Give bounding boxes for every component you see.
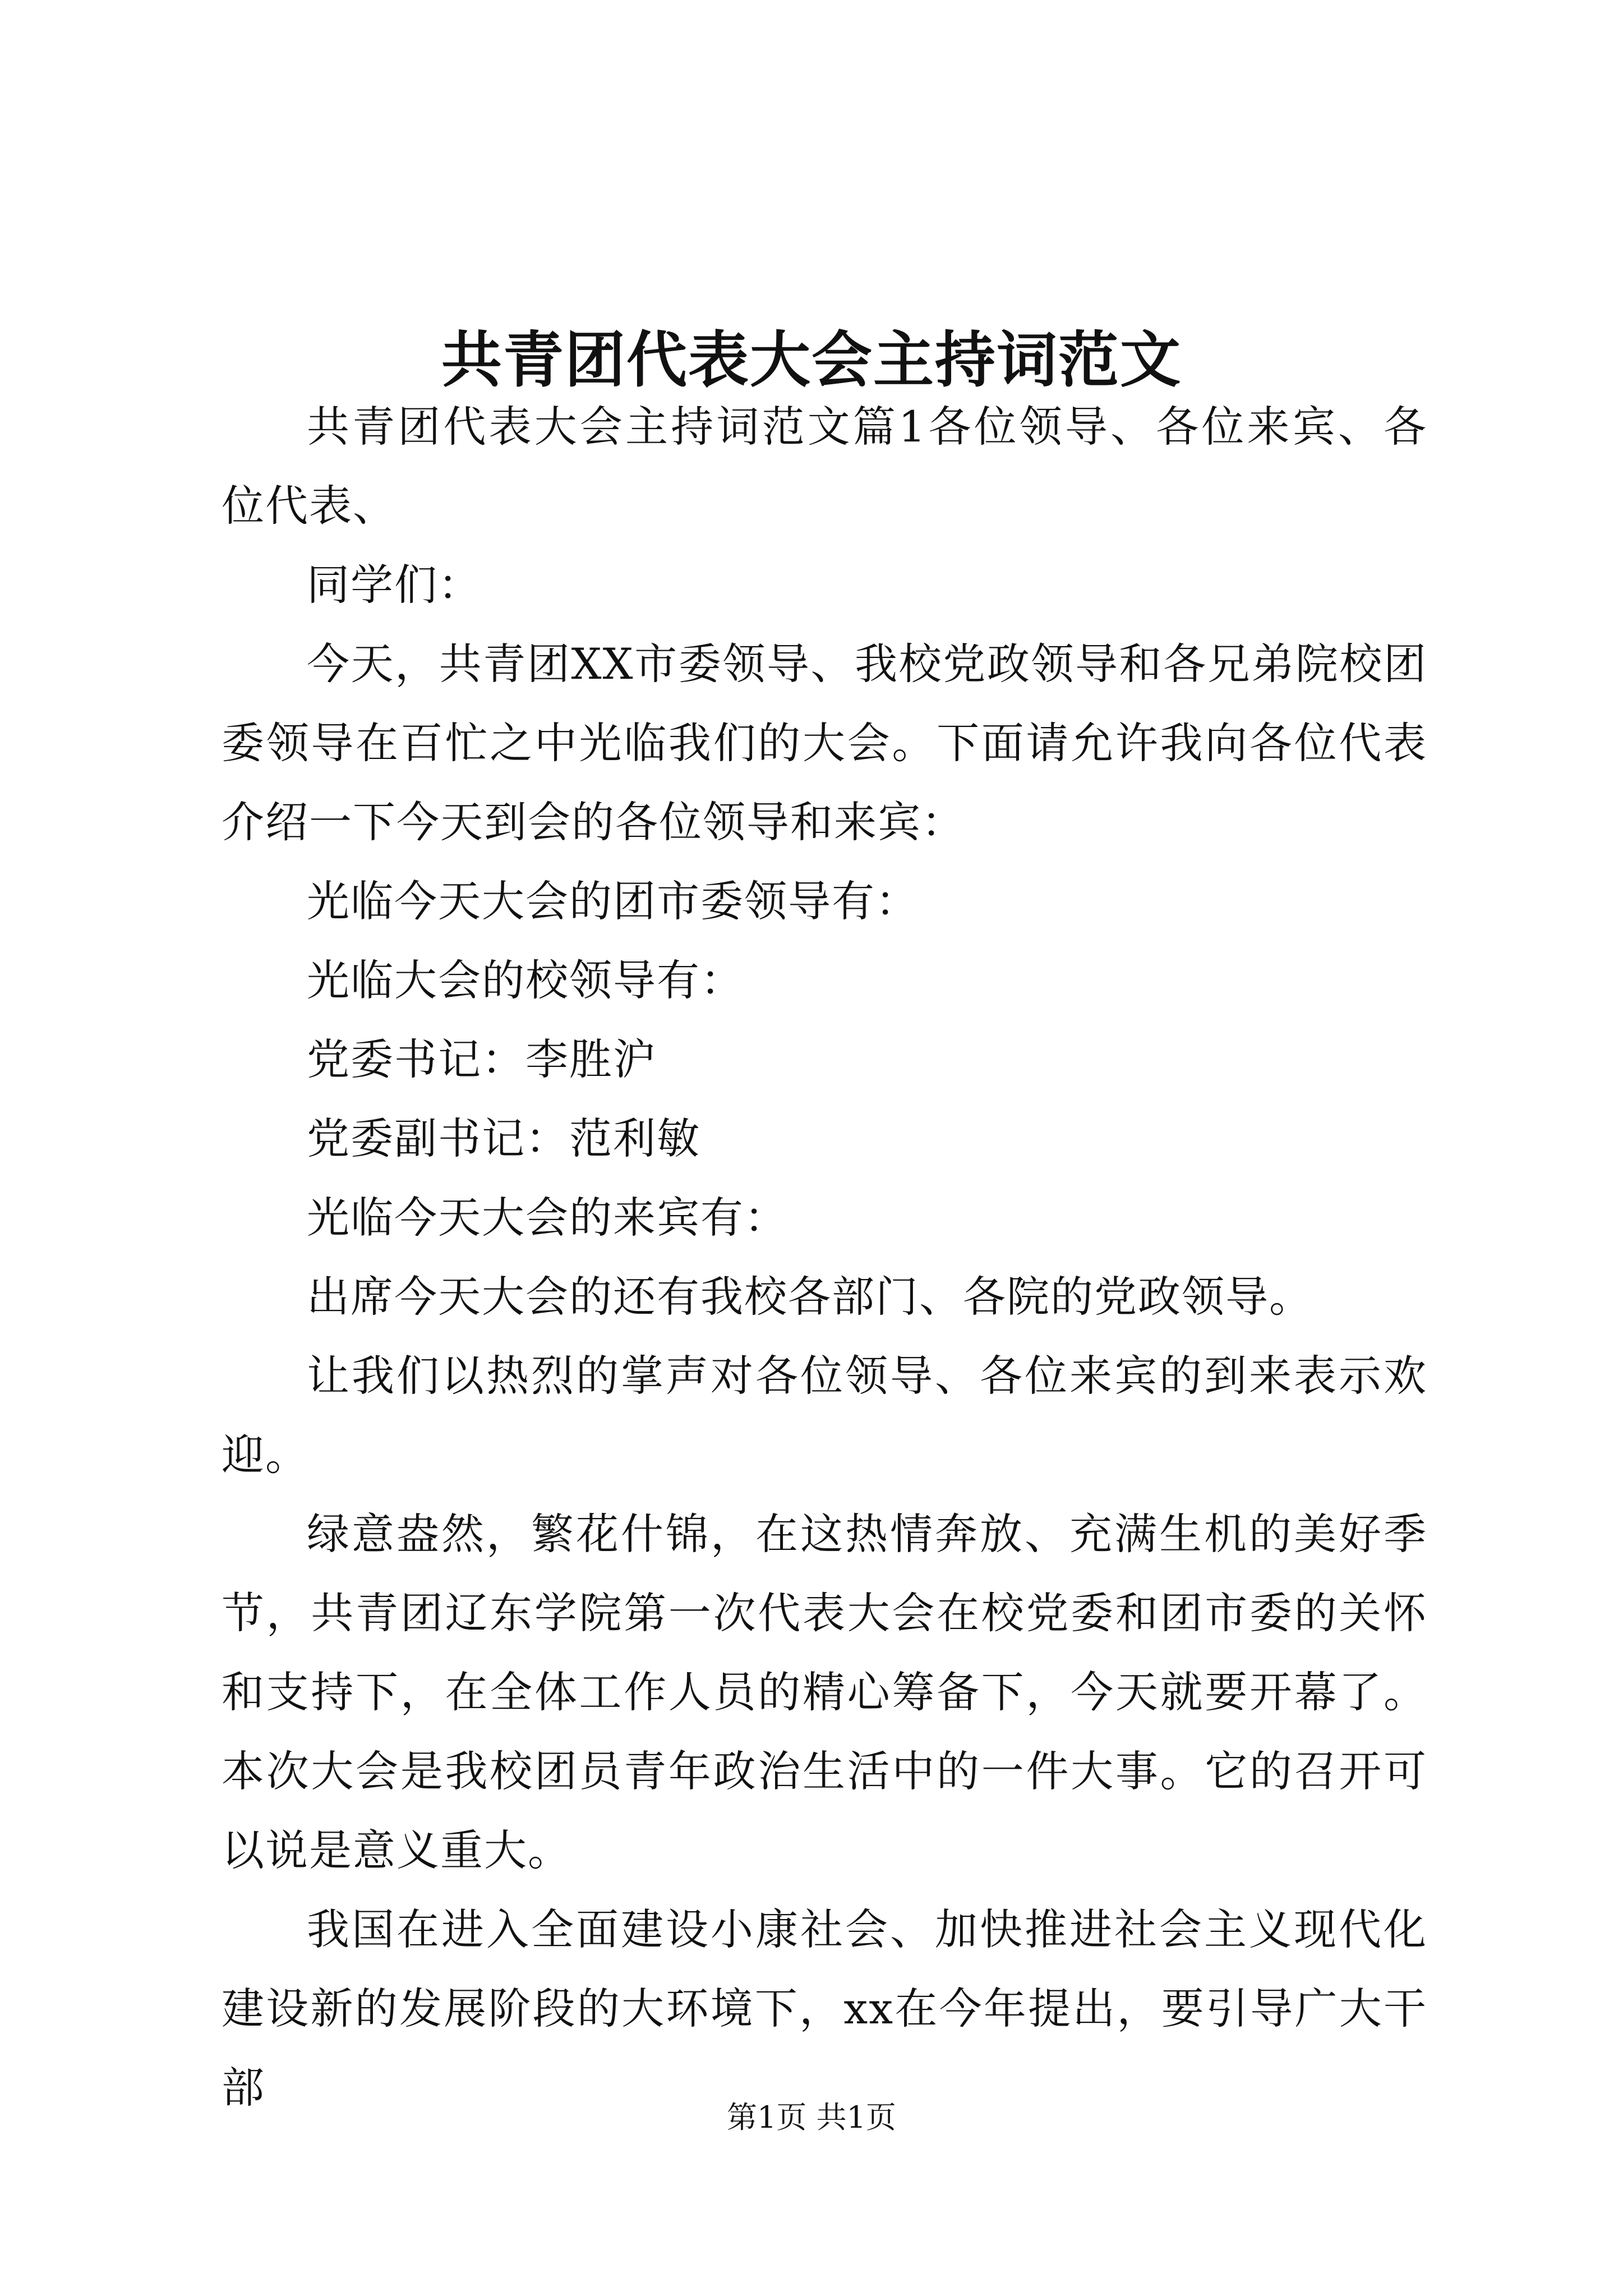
document-body: [222, 387, 1427, 2127]
paragraph: 今天，共青团XX市委领导、我校党政领导和各兄弟院校团委领导在百忙之中光临我们的大会。下面请允许我向各位代表介绍一下今天到会的各位领导和来宾：: [222, 639, 1427, 847]
paragraph: 共青团代表大会主持词范文篇1各位领导、各位来宾、各位代表、: [222, 402, 1427, 531]
page-footer: 第1页 共1页: [727, 2100, 896, 2135]
paragraph: 绿意盎然，繁花什锦，在这热情奔放、充满生机的美好季节，共青团辽东学院第一次代表大会在校党委和团市委的关怀和支持下，在全体工作人员的精心筹备下，今天就要开幕了。本次大会是我校团员青年政治生活中的一件大事。它的召开可以说是意义重大。: [222, 1509, 1427, 1875]
paragraph: 我国在进入全面建设小康社会、加快推进社会主义现代化建设新的发展阶段的大环境下，xx在今年提出，要引导广大干部: [222, 1904, 1427, 2113]
paragraph: 党委副书记：范利敏: [307, 1114, 700, 1163]
paragraph: 让我们以热烈的掌声对各位领导、各位来宾的到来表示欢迎。: [222, 1351, 1427, 1480]
document-title: 共青团代表大会主持词范文: [441, 325, 1182, 396]
paragraph: 党委书记：李胜沪: [307, 1034, 657, 1084]
paragraph: 光临今天大会的来宾有：: [307, 1193, 788, 1243]
paragraph: 光临今天大会的团市委领导有：: [307, 876, 919, 926]
paragraph: 光临大会的校领导有：: [307, 955, 744, 1005]
paragraph: 出席今天大会的还有我校各部门、各院的党政领导。: [307, 1272, 1313, 1322]
paragraph: 同学们：: [307, 560, 482, 610]
